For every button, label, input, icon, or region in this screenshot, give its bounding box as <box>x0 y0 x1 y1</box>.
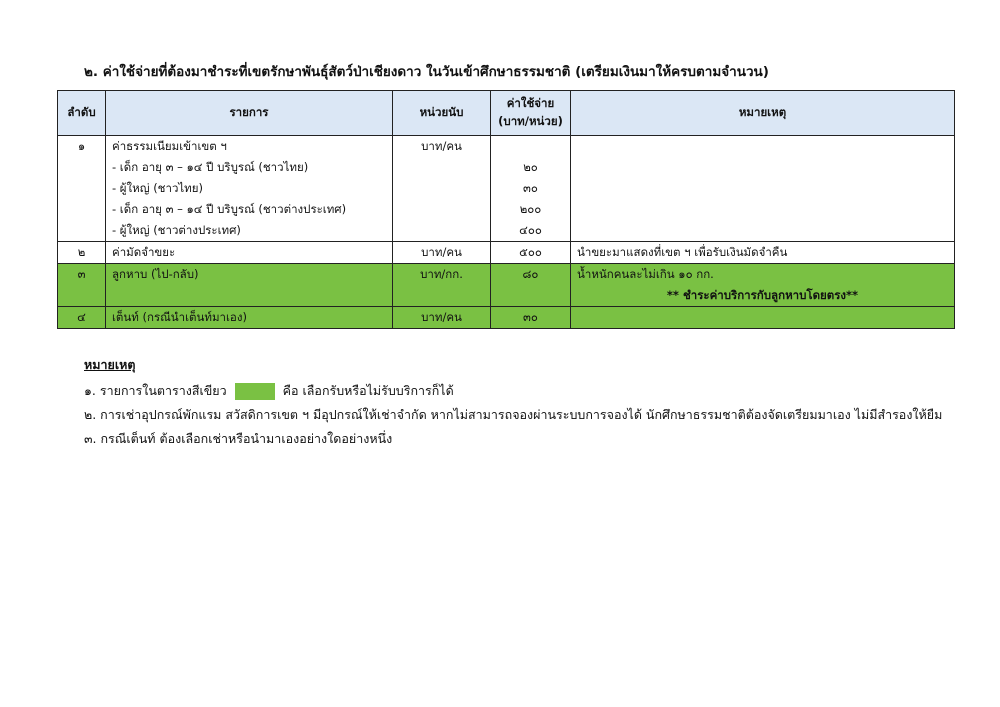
header-order: ลำดับ <box>58 91 106 136</box>
sub-item-label: - เด็ก อายุ ๓ – ๑๔ ปี บริบูรณ์ (ชาวไทย) <box>112 160 309 174</box>
sub-item-label: - ผู้ใหญ่ (ชาวไทย) <box>112 181 203 195</box>
note-line-2: ๒. การเช่าอุปกรณ์พักแรม สวัสดิการเขต ฯ มีอุปกรณ์ให้เช่าจำกัด หากไม่สามารถจองผ่านระบบการจองได้ นักศึกษาธรรมชาติต้องจัดเตรียมมาเอง ไม่มีสำรองให้ยืม <box>84 407 943 422</box>
table-row-optional <box>58 264 955 307</box>
remark-note: ** ชำระค่าบริการกับลูกหาบโดยตรง** <box>666 288 859 302</box>
sub-item-cost: ๒๐ <box>523 160 538 174</box>
table-row <box>58 242 955 264</box>
header-remark: หมายเหตุ <box>571 91 955 136</box>
green-swatch <box>235 383 275 400</box>
header-item: รายการ <box>106 91 393 136</box>
sub-item-cost: ๔๐๐ <box>519 223 542 237</box>
remark-line: น้ำหนักคนละไม่เกิน ๑๐ กก. <box>577 267 714 281</box>
sub-item-label: - ผู้ใหญ่ (ชาวต่างประเทศ) <box>112 223 241 237</box>
row-item: ค่ามัดจำขยะ <box>106 242 393 264</box>
row-order: ๓ <box>58 264 106 307</box>
row-item: เต็นท์ (กรณีนำเต็นท์มาเอง) <box>106 307 393 329</box>
note-line-1 <box>84 379 942 403</box>
note-line-3: ๓. กรณีเต็นท์ ต้องเลือกเช่าหรือนำมาเองอย่างใดอย่างหนึ่ง <box>84 431 393 446</box>
header-cost-line1: ค่าใช้จ่าย <box>506 96 555 110</box>
row-cost: ๕๐๐ <box>491 242 571 264</box>
sub-item-cost: ๓๐ <box>523 181 538 195</box>
row-cost: ๘๐ <box>491 264 571 307</box>
header-unit: หน่วยนับ <box>393 91 491 136</box>
notes-title: หมายเหตุ <box>84 357 136 372</box>
cost-table <box>57 90 955 329</box>
row-remark <box>571 264 955 307</box>
row-order: ๑ <box>58 136 106 242</box>
note-1-text: ๑. รายการในตารางสีเขียว <box>84 383 227 398</box>
sub-item-cost: ๒๐๐ <box>519 202 542 216</box>
row-item-title: ค่าธรรมเนียมเข้าเขต ฯ <box>112 139 227 153</box>
row-remark <box>571 307 955 329</box>
note-1-meaning: คือ เลือกรับหรือไม่รับบริการก็ได้ <box>282 383 454 398</box>
row-order: ๒ <box>58 242 106 264</box>
row-unit: บาท/คน <box>393 307 491 329</box>
sub-item-label: - เด็ก อายุ ๓ – ๑๔ ปี บริบูรณ์ (ชาวต่างประเทศ) <box>112 202 347 216</box>
row-unit: บาท/คน <box>393 136 491 242</box>
row-remark <box>571 136 955 242</box>
row-unit: บาท/กก. <box>393 264 491 307</box>
table-row <box>58 136 955 242</box>
row-unit: บาท/คน <box>393 242 491 264</box>
row-remark: นำขยะมาแสดงที่เขต ฯ เพื่อรับเงินมัดจำคืน <box>571 242 955 264</box>
table-row-optional <box>58 307 955 329</box>
row-cost: ๓๐ <box>491 307 571 329</box>
section-heading: ๒. ค่าใช้จ่ายที่ต้องมาชำระที่เขตรักษาพันธุ์สัตว์ป่าเชียงดาว ในวันเข้าศึกษาธรรมชาติ (เตรียมเงินมาให้ครบตามจำนวน) <box>84 64 769 80</box>
row-item <box>106 136 393 242</box>
header-cost-line2: (บาท/หน่วย) <box>498 114 563 128</box>
row-order: ๔ <box>58 307 106 329</box>
row-cost <box>491 136 571 242</box>
header-cost <box>491 91 571 136</box>
row-item: ลูกหาบ (ไป-กลับ) <box>106 264 393 307</box>
notes-section <box>84 355 942 451</box>
table-header-row <box>58 91 955 136</box>
